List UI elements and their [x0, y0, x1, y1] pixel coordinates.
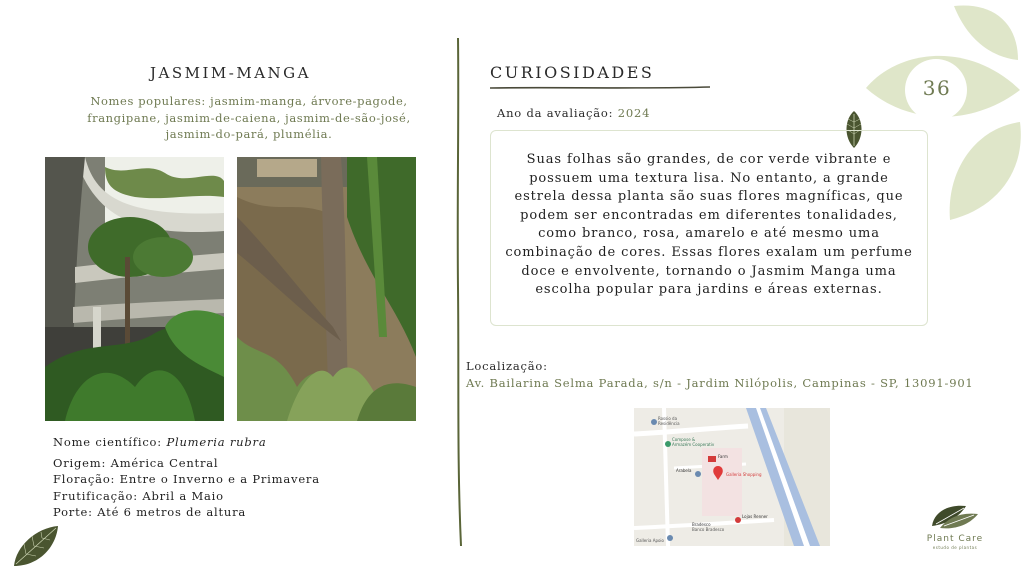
curiosity-text: [492, 151, 926, 300]
page-number: 36: [922, 76, 952, 100]
location-label: Localização:: [466, 359, 548, 373]
origin: Origem: América Central: [53, 455, 219, 470]
plant-title: JASMIM-MANGA: [150, 64, 311, 82]
size: Porte: Até 6 metros de altura: [53, 505, 247, 519]
curiosity-line: escolha popular para jardins e áreas externas.: [535, 282, 883, 298]
curiosity-line: combinação de cores. Essas flores exalam um perfume: [505, 244, 913, 260]
popular-names-line: jasmim-do-pará, plumélia.: [165, 127, 333, 141]
map-label: Arabela: [676, 468, 692, 473]
curiosity-line: como branco, rosa, amarelo e até mesmo uma: [538, 226, 880, 242]
title-underline: [490, 84, 712, 92]
map-label: Bradesco: [692, 522, 711, 527]
column-divider: [455, 38, 467, 546]
plant-photo-trunk: [237, 157, 416, 421]
popular-names-line: frangipane, jasmim-de-caiena, jasmim-de-são-josé,: [87, 110, 411, 125]
curiosity-line: doce e envolvente, tornando o Jasmim Manga uma: [521, 263, 897, 279]
popular-names-line: jasmim-manga, árvore-pagode,: [210, 94, 408, 108]
plant-care-logo-icon: [930, 502, 980, 532]
map-label: Compose &: [672, 437, 696, 442]
curiosity-line: estrela dessa planta são suas flores magníficas, que: [514, 189, 904, 205]
map-label: Residência: [658, 421, 680, 426]
popular-names-label: Nomes populares:: [90, 94, 206, 108]
scientific-name-value: Plumeria rubra: [166, 435, 267, 449]
scientific-name-label: Nome científico:: [53, 435, 162, 449]
map-label: Rossio da: [658, 416, 678, 421]
evaluation-year: [497, 106, 650, 120]
location-address: Av. Bailarina Selma Parada, s/n - Jardim Nilópolis, Campinas - SP, 13091-901: [466, 376, 974, 390]
location-map[interactable]: [634, 408, 830, 546]
curiosity-line: possuem uma textura lisa. No entanto, a grande: [529, 170, 889, 186]
popular-names: [60, 93, 438, 143]
curiosities-title: CURIOSIDADES: [490, 63, 655, 82]
fruiting: Frutificação: Abril a Maio: [53, 488, 224, 503]
plant-facts: [53, 434, 320, 521]
plant-photo-mall: [45, 157, 224, 421]
scientific-name: [53, 434, 320, 451]
curiosity-line: podem ser encontradas em diferentes tonalidades,: [520, 207, 898, 223]
leaf-icon: [10, 522, 62, 570]
logo-name: Plant Care: [926, 534, 984, 544]
map-label: Armazém Cooperativ: [672, 442, 715, 447]
logo-tagline: estudo de plantas: [932, 545, 978, 550]
year-value: 2024: [617, 106, 651, 120]
year-label: Ano da avaliação:: [497, 106, 614, 120]
curiosity-line: Suas folhas são grandes, de cor verde vibrante e: [526, 152, 892, 167]
map-label: Banco Bradesco: [692, 527, 725, 532]
map-label: Farm: [718, 454, 728, 459]
map-label: Lojas Renner: [742, 514, 768, 519]
map-label: Galleria Apoio: [636, 538, 664, 543]
map-label: Galleria Shopping: [726, 472, 762, 477]
flowering: Floração: Entre o Inverno e a Primavera: [53, 472, 320, 486]
